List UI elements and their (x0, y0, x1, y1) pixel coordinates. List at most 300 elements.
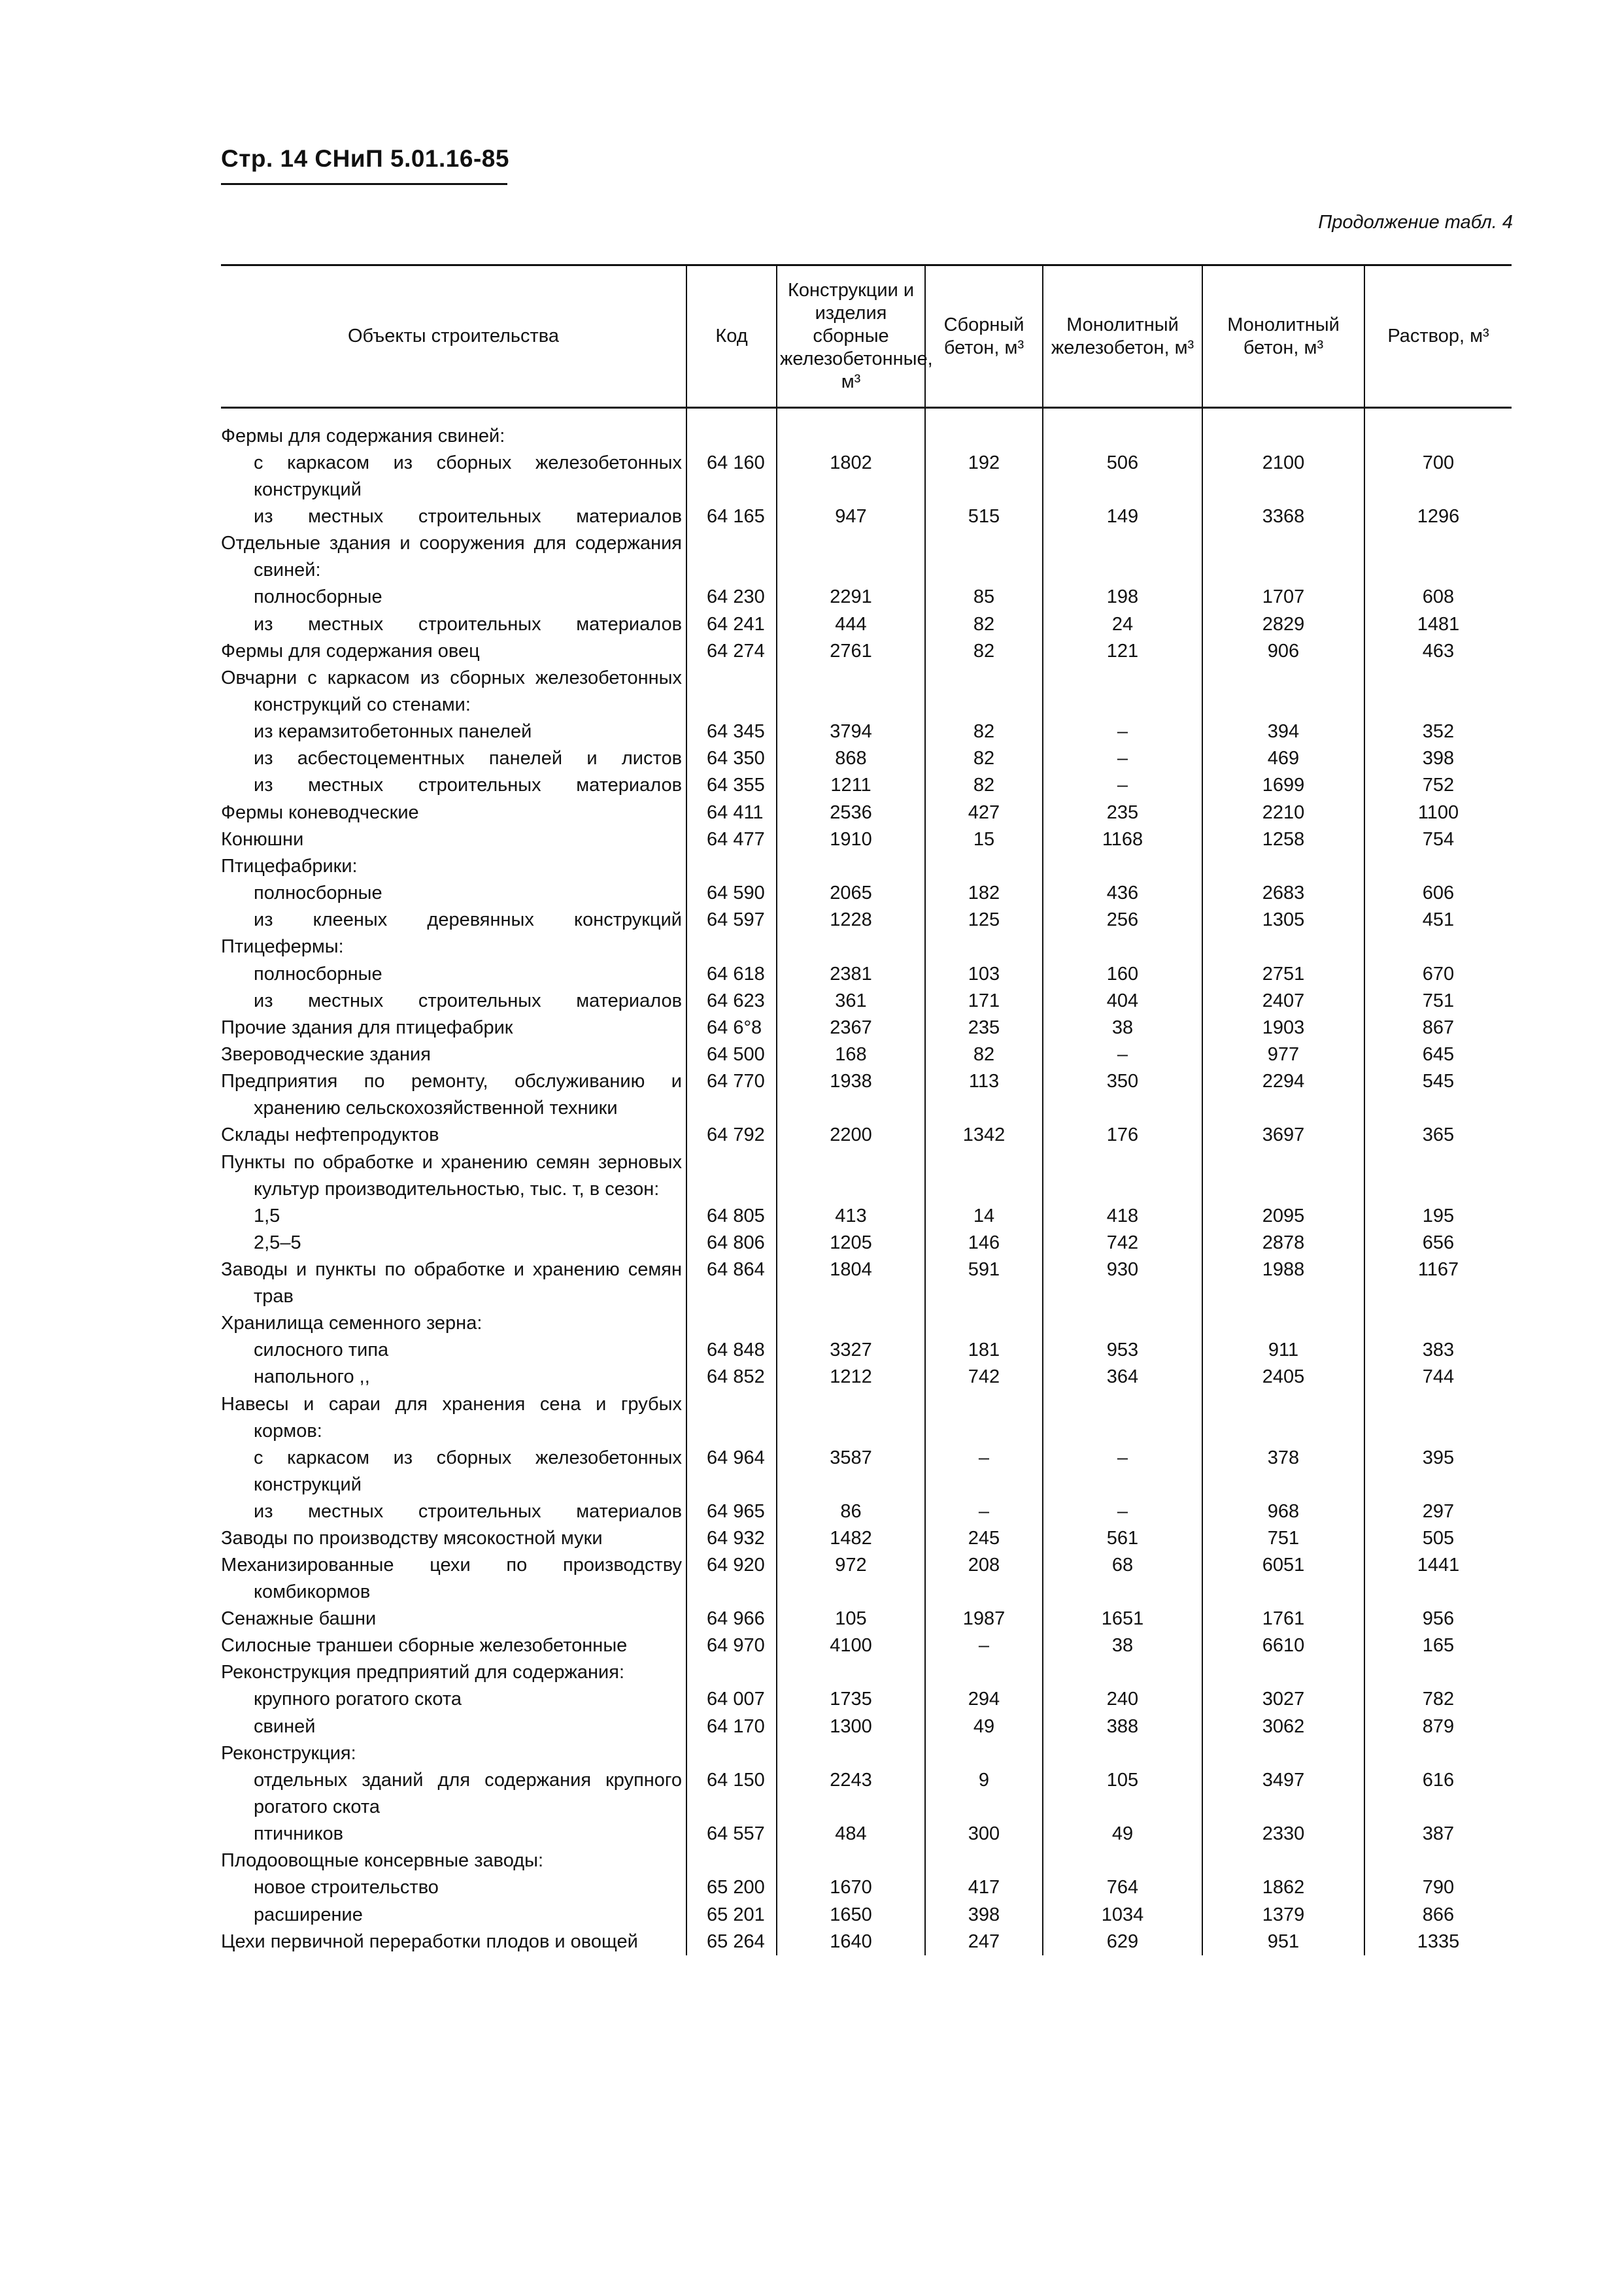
table-row (221, 1364, 1512, 1391)
mortar-cell: 782 (1364, 1686, 1512, 1713)
precast-concrete-cell: 113 (925, 1068, 1043, 1122)
precast-concrete-cell: 427 (925, 800, 1043, 826)
object-name: Фермы для содержания свиней: (221, 426, 505, 447)
monolithic-rc-cell (1043, 1391, 1202, 1445)
object-name-cell (221, 1391, 686, 1445)
object-name: из местных строительных материалов (254, 990, 682, 1011)
col-header-objects: Объекты строительства (221, 265, 686, 408)
monolithic-rc-cell (1043, 1310, 1202, 1337)
monolithic-rc-cell: 149 (1043, 503, 1202, 530)
mortar-cell: 505 (1364, 1525, 1512, 1552)
monolithic-concrete-cell (1202, 1659, 1364, 1686)
monolithic-rc-cell (1043, 423, 1202, 450)
mortar-cell (1364, 1391, 1512, 1445)
precast-rc-cell: 168 (777, 1041, 925, 1068)
table-row (221, 1257, 1512, 1310)
object-name: Заводы по производству мясокостной муки (221, 1527, 603, 1549)
object-name: напольного ,, (254, 1366, 370, 1388)
precast-rc-cell (777, 1740, 925, 1767)
object-name: Цехи первичной переработки плодов и овощей (221, 1931, 638, 1952)
monolithic-concrete-cell: 2829 (1202, 611, 1364, 638)
mortar-cell: 1441 (1364, 1552, 1512, 1606)
monolithic-rc-cell: 176 (1043, 1122, 1202, 1149)
object-name: Прочие здания для птицефабрик (221, 1017, 513, 1038)
object-name-cell (221, 772, 686, 799)
monolithic-rc-cell: 506 (1043, 450, 1202, 503)
precast-concrete-cell: 247 (925, 1929, 1043, 1955)
precast-concrete-cell (925, 1149, 1043, 1203)
object-name-cell (221, 1767, 686, 1821)
table-body (221, 408, 1512, 1955)
precast-rc-cell (777, 1310, 925, 1337)
code-cell: 65 264 (686, 1929, 777, 1955)
table-row (221, 1552, 1512, 1606)
table-row (221, 450, 1512, 503)
precast-rc-cell: 1228 (777, 907, 925, 934)
mortar-cell: 1100 (1364, 800, 1512, 826)
object-name: силосного типа (254, 1340, 389, 1361)
precast-concrete-cell: – (925, 1632, 1043, 1659)
precast-concrete-cell: 245 (925, 1525, 1043, 1552)
table-row (221, 826, 1512, 853)
table-continuation-label: Продолжение табл. 4 (1318, 212, 1513, 233)
precast-rc-cell: 1670 (777, 1874, 925, 1901)
precast-rc-cell (777, 1847, 925, 1874)
precast-concrete-cell: 103 (925, 961, 1043, 988)
code-cell (686, 1310, 777, 1337)
object-name-cell (221, 745, 686, 772)
table-row (221, 853, 1512, 880)
table-row (221, 800, 1512, 826)
mortar-cell: 790 (1364, 1874, 1512, 1901)
code-cell: 64 964 (686, 1445, 777, 1498)
code-cell: 64 477 (686, 826, 777, 853)
precast-rc-cell: 4100 (777, 1632, 925, 1659)
code-cell: 64 852 (686, 1364, 777, 1391)
table-row (221, 1632, 1512, 1659)
precast-concrete-cell: 182 (925, 880, 1043, 907)
code-cell: 64 411 (686, 800, 777, 826)
object-name: полносборные (254, 586, 382, 608)
precast-rc-cell: 3794 (777, 718, 925, 745)
precast-rc-cell: 361 (777, 988, 925, 1015)
mortar-cell (1364, 423, 1512, 450)
precast-concrete-cell: 192 (925, 450, 1043, 503)
object-name-cell (221, 1929, 686, 1955)
monolithic-rc-cell: 105 (1043, 1767, 1202, 1821)
mortar-cell: 956 (1364, 1606, 1512, 1632)
monolithic-concrete-cell: 2878 (1202, 1230, 1364, 1257)
object-name-cell (221, 665, 686, 718)
object-name: из местных строительных материалов (254, 613, 682, 635)
code-cell: 64 274 (686, 638, 777, 665)
table-row (221, 1203, 1512, 1230)
object-name-cell (221, 1041, 686, 1068)
monolithic-concrete-cell: 2294 (1202, 1068, 1364, 1122)
object-name: новое строительство (254, 1877, 439, 1898)
mortar-cell: 645 (1364, 1041, 1512, 1068)
precast-concrete-cell: 82 (925, 1041, 1043, 1068)
object-name: птичников (254, 1823, 344, 1844)
code-cell: 64 770 (686, 1068, 777, 1122)
precast-concrete-cell: 171 (925, 988, 1043, 1015)
mortar-cell: 754 (1364, 826, 1512, 853)
code-cell (686, 665, 777, 718)
precast-concrete-cell: 125 (925, 907, 1043, 934)
monolithic-rc-cell (1043, 1847, 1202, 1874)
object-name: из асбестоцементных панелей и листов (254, 748, 682, 769)
code-cell: 64 864 (686, 1257, 777, 1310)
object-name: Отдельные здания и сооружения для содержания свиней: (221, 533, 682, 581)
mortar-cell: 751 (1364, 988, 1512, 1015)
precast-concrete-cell: 9 (925, 1767, 1043, 1821)
precast-concrete-cell: 181 (925, 1337, 1043, 1364)
object-name-cell (221, 611, 686, 638)
code-cell: 65 200 (686, 1874, 777, 1901)
mortar-cell (1364, 1659, 1512, 1686)
table-row (221, 880, 1512, 907)
precast-rc-cell: 1205 (777, 1230, 925, 1257)
code-cell (686, 1740, 777, 1767)
mortar-cell: 387 (1364, 1821, 1512, 1847)
precast-rc-cell: 972 (777, 1552, 925, 1606)
precast-rc-cell: 2065 (777, 880, 925, 907)
monolithic-concrete-cell: 2407 (1202, 988, 1364, 1015)
object-name: полносборные (254, 963, 382, 985)
monolithic-rc-cell: 49 (1043, 1821, 1202, 1847)
precast-concrete-cell: 146 (925, 1230, 1043, 1257)
col-header-code: Код (686, 265, 777, 408)
precast-concrete-cell: 417 (925, 1874, 1043, 1901)
object-name: Силосные траншеи сборные железобетонные (221, 1635, 628, 1657)
table-row (221, 503, 1512, 530)
precast-concrete-cell: 294 (925, 1686, 1043, 1713)
object-name: Пункты по обработке и хранению семян зерновых культур производительностью, тыс. т, в сезон: (221, 1151, 682, 1200)
code-cell: 64 500 (686, 1041, 777, 1068)
table-row (221, 1041, 1512, 1068)
precast-concrete-cell: 82 (925, 611, 1043, 638)
mortar-cell (1364, 1740, 1512, 1767)
monolithic-rc-cell: 1651 (1043, 1606, 1202, 1632)
monolithic-concrete-cell: 378 (1202, 1445, 1364, 1498)
precast-concrete-cell (925, 1310, 1043, 1337)
code-cell: 64 6°8 (686, 1015, 777, 1041)
monolithic-rc-cell: 561 (1043, 1525, 1202, 1552)
object-name: Навесы и сараи для хранения сена и грубых кормов: (221, 1393, 682, 1442)
precast-concrete-cell: 15 (925, 826, 1043, 853)
precast-rc-cell: 1211 (777, 772, 925, 799)
monolithic-concrete-cell: 1862 (1202, 1874, 1364, 1901)
monolithic-concrete-cell: 3368 (1202, 503, 1364, 530)
object-name: Плодоовощные консервные заводы: (221, 1850, 544, 1872)
table-row (221, 988, 1512, 1015)
precast-rc-cell: 1804 (777, 1257, 925, 1310)
code-cell: 64 230 (686, 584, 777, 611)
precast-concrete-cell: 515 (925, 503, 1043, 530)
table-row (221, 1068, 1512, 1122)
table-row (221, 1391, 1512, 1445)
object-name: Заводы и пункты по обработке и хранению семян трав (221, 1258, 682, 1307)
mortar-cell: 867 (1364, 1015, 1512, 1041)
code-cell (686, 1149, 777, 1203)
table-row (221, 1874, 1512, 1901)
precast-rc-cell: 484 (777, 1821, 925, 1847)
monolithic-rc-cell: 198 (1043, 584, 1202, 611)
object-name-cell (221, 1337, 686, 1364)
object-name: из местных строительных материалов (254, 775, 682, 796)
object-name: Предприятия по ремонту, обслуживанию и хранению сельскохозяйственной техники (221, 1071, 682, 1119)
table-row (221, 1929, 1512, 1955)
mortar-cell (1364, 530, 1512, 584)
table-row (221, 665, 1512, 718)
precast-rc-cell (777, 1149, 925, 1203)
object-name-cell (221, 1230, 686, 1257)
precast-rc-cell (777, 665, 925, 718)
code-cell: 64 932 (686, 1525, 777, 1552)
code-cell: 64 848 (686, 1337, 777, 1364)
table-row (221, 1015, 1512, 1041)
mortar-cell (1364, 853, 1512, 880)
object-name-cell (221, 1847, 686, 1874)
code-cell (686, 934, 777, 960)
code-cell: 64 623 (686, 988, 777, 1015)
mortar-cell: 451 (1364, 907, 1512, 934)
object-name-cell (221, 907, 686, 934)
precast-rc-cell: 413 (777, 1203, 925, 1230)
code-cell: 64 241 (686, 611, 777, 638)
monolithic-concrete-cell (1202, 1740, 1364, 1767)
code-cell: 64 590 (686, 880, 777, 907)
precast-rc-cell: 1212 (777, 1364, 925, 1391)
monolithic-rc-cell: – (1043, 1498, 1202, 1525)
monolithic-concrete-cell: 906 (1202, 638, 1364, 665)
monolithic-concrete-cell (1202, 1391, 1364, 1445)
mortar-cell (1364, 665, 1512, 718)
table-row (221, 1498, 1512, 1525)
precast-rc-cell (777, 1391, 925, 1445)
code-cell: 64 597 (686, 907, 777, 934)
precast-rc-cell: 1650 (777, 1902, 925, 1929)
monolithic-rc-cell (1043, 934, 1202, 960)
mortar-cell: 1335 (1364, 1929, 1512, 1955)
table-row (221, 1149, 1512, 1203)
object-name-cell (221, 1740, 686, 1767)
code-cell: 64 350 (686, 745, 777, 772)
object-name-cell (221, 1525, 686, 1552)
mortar-cell: 383 (1364, 1337, 1512, 1364)
mortar-cell: 297 (1364, 1498, 1512, 1525)
monolithic-concrete-cell: 977 (1202, 1041, 1364, 1068)
code-cell: 64 557 (686, 1821, 777, 1847)
precast-concrete-cell: 14 (925, 1203, 1043, 1230)
table-row (221, 1445, 1512, 1498)
code-cell: 64 165 (686, 503, 777, 530)
object-name: Реконструкция: (221, 1742, 356, 1764)
code-cell: 64 618 (686, 961, 777, 988)
precast-rc-cell: 868 (777, 745, 925, 772)
mortar-cell: 752 (1364, 772, 1512, 799)
mortar-cell: 365 (1364, 1122, 1512, 1149)
mortar-cell: 879 (1364, 1713, 1512, 1740)
precast-rc-cell (777, 423, 925, 450)
mortar-cell: 866 (1364, 1902, 1512, 1929)
mortar-cell: 463 (1364, 638, 1512, 665)
object-name-cell (221, 1902, 686, 1929)
object-name-cell (221, 638, 686, 665)
table-row (221, 745, 1512, 772)
precast-concrete-cell: 85 (925, 584, 1043, 611)
object-name: Сенажные башни (221, 1608, 377, 1629)
object-name-cell (221, 1632, 686, 1659)
precast-concrete-cell: 82 (925, 772, 1043, 799)
monolithic-rc-cell: 436 (1043, 880, 1202, 907)
precast-rc-cell: 2200 (777, 1122, 925, 1149)
precast-rc-cell: 1735 (777, 1686, 925, 1713)
object-name-cell (221, 1149, 686, 1203)
code-cell: 64 966 (686, 1606, 777, 1632)
object-name: отдельных зданий для содержания крупного рогатого скота (254, 1770, 682, 1817)
monolithic-concrete-cell (1202, 853, 1364, 880)
precast-concrete-cell (925, 423, 1043, 450)
mortar-cell: 1481 (1364, 611, 1512, 638)
monolithic-concrete-cell: 2210 (1202, 800, 1364, 826)
precast-concrete-cell: 49 (925, 1713, 1043, 1740)
object-name-cell (221, 423, 686, 450)
object-name-cell (221, 800, 686, 826)
object-name: из керамзитобетонных панелей (254, 720, 532, 742)
monolithic-concrete-cell (1202, 423, 1364, 450)
mortar-cell: 1167 (1364, 1257, 1512, 1310)
monolithic-concrete-cell: 6051 (1202, 1552, 1364, 1606)
object-name-cell (221, 530, 686, 584)
monolithic-concrete-cell: 469 (1202, 745, 1364, 772)
object-name-cell (221, 961, 686, 988)
monolithic-concrete-cell: 968 (1202, 1498, 1364, 1525)
col-header-precast-rc: Конструкции и изделия сборные железобетонные, м³ (777, 265, 925, 408)
monolithic-concrete-cell: 951 (1202, 1929, 1364, 1955)
table-row (221, 1122, 1512, 1149)
monolithic-rc-cell (1043, 853, 1202, 880)
monolithic-concrete-cell: 3497 (1202, 1767, 1364, 1821)
object-name: с каркасом из сборных железобетонных конструкций (254, 1447, 682, 1495)
precast-concrete-cell (925, 665, 1043, 718)
object-name: Хранилища семенного зерна: (221, 1312, 482, 1334)
precast-concrete-cell (925, 1391, 1043, 1445)
table-row (221, 1902, 1512, 1929)
object-name: 2,5–5 (254, 1232, 301, 1253)
table-row (221, 718, 1512, 745)
precast-rc-cell (777, 934, 925, 960)
precast-concrete-cell (925, 1847, 1043, 1874)
monolithic-concrete-cell: 2751 (1202, 961, 1364, 988)
monolithic-concrete-cell: 3062 (1202, 1713, 1364, 1740)
precast-concrete-cell: – (925, 1445, 1043, 1498)
code-cell: 64 355 (686, 772, 777, 799)
code-cell: 64 150 (686, 1767, 777, 1821)
precast-rc-cell: 1802 (777, 450, 925, 503)
precast-rc-cell: 1938 (777, 1068, 925, 1122)
code-cell (686, 1847, 777, 1874)
col-header-monolithic-rc: Монолитный железобетон, м³ (1043, 265, 1202, 408)
object-name: из местных строительных материалов (254, 506, 682, 528)
code-cell: 64 170 (686, 1713, 777, 1740)
precast-concrete-cell: 398 (925, 1902, 1043, 1929)
monolithic-rc-cell: 764 (1043, 1874, 1202, 1901)
monolithic-rc-cell (1043, 1659, 1202, 1686)
monolithic-concrete-cell: 1988 (1202, 1257, 1364, 1310)
precast-rc-cell: 2291 (777, 584, 925, 611)
monolithic-rc-cell: 930 (1043, 1257, 1202, 1310)
precast-concrete-cell: 300 (925, 1821, 1043, 1847)
col-header-monolithic-concrete: Монолитный бетон, м³ (1202, 265, 1364, 408)
object-name: расширение (254, 1904, 363, 1925)
monolithic-rc-cell: 68 (1043, 1552, 1202, 1606)
precast-rc-cell: 2367 (777, 1015, 925, 1041)
object-name: крупного рогатого скота (254, 1689, 462, 1710)
object-name-cell (221, 880, 686, 907)
object-name: с каркасом из сборных железобетонных конструкций (254, 452, 682, 501)
monolithic-rc-cell: – (1043, 1445, 1202, 1498)
mortar-cell: 195 (1364, 1203, 1512, 1230)
table-row (221, 638, 1512, 665)
table-row (221, 1525, 1512, 1552)
monolithic-rc-cell: 121 (1043, 638, 1202, 665)
code-cell: 64 345 (686, 718, 777, 745)
object-name: из местных строительных материалов (254, 1500, 682, 1522)
monolithic-concrete-cell: 1707 (1202, 584, 1364, 611)
object-name: из клееных деревянных конструкций (254, 909, 682, 931)
precast-rc-cell: 86 (777, 1498, 925, 1525)
monolithic-rc-cell: 404 (1043, 988, 1202, 1015)
monolithic-concrete-cell: 1379 (1202, 1902, 1364, 1929)
object-name-cell (221, 718, 686, 745)
mortar-cell: 352 (1364, 718, 1512, 745)
monolithic-rc-cell: 388 (1043, 1713, 1202, 1740)
mortar-cell (1364, 1310, 1512, 1337)
precast-rc-cell: 2381 (777, 961, 925, 988)
object-name: Реконструкция предприятий для содержания: (221, 1662, 625, 1683)
object-name-cell (221, 826, 686, 853)
table-row (221, 934, 1512, 960)
code-cell (686, 423, 777, 450)
materials-table (221, 264, 1512, 1955)
mortar-cell: 744 (1364, 1364, 1512, 1391)
monolithic-concrete-cell: 1258 (1202, 826, 1364, 853)
precast-concrete-cell (925, 1659, 1043, 1686)
object-name: Птицефабрики: (221, 855, 358, 877)
precast-concrete-cell (925, 1740, 1043, 1767)
object-name-cell (221, 1686, 686, 1713)
monolithic-concrete-cell (1202, 530, 1364, 584)
monolithic-concrete-cell: 394 (1202, 718, 1364, 745)
object-name-cell (221, 1552, 686, 1606)
object-name-cell (221, 1015, 686, 1041)
monolithic-concrete-cell: 1699 (1202, 772, 1364, 799)
precast-rc-cell: 2243 (777, 1767, 925, 1821)
monolithic-concrete-cell: 6610 (1202, 1632, 1364, 1659)
object-name: свиней (254, 1715, 316, 1737)
monolithic-rc-cell (1043, 1149, 1202, 1203)
object-name-cell (221, 1445, 686, 1498)
object-name-cell (221, 1606, 686, 1632)
monolithic-concrete-cell: 2095 (1202, 1203, 1364, 1230)
object-name-cell (221, 1821, 686, 1847)
precast-rc-cell: 2536 (777, 800, 925, 826)
table-row (221, 1337, 1512, 1364)
monolithic-rc-cell: – (1043, 718, 1202, 745)
monolithic-concrete-cell (1202, 934, 1364, 960)
monolithic-concrete-cell: 2683 (1202, 880, 1364, 907)
